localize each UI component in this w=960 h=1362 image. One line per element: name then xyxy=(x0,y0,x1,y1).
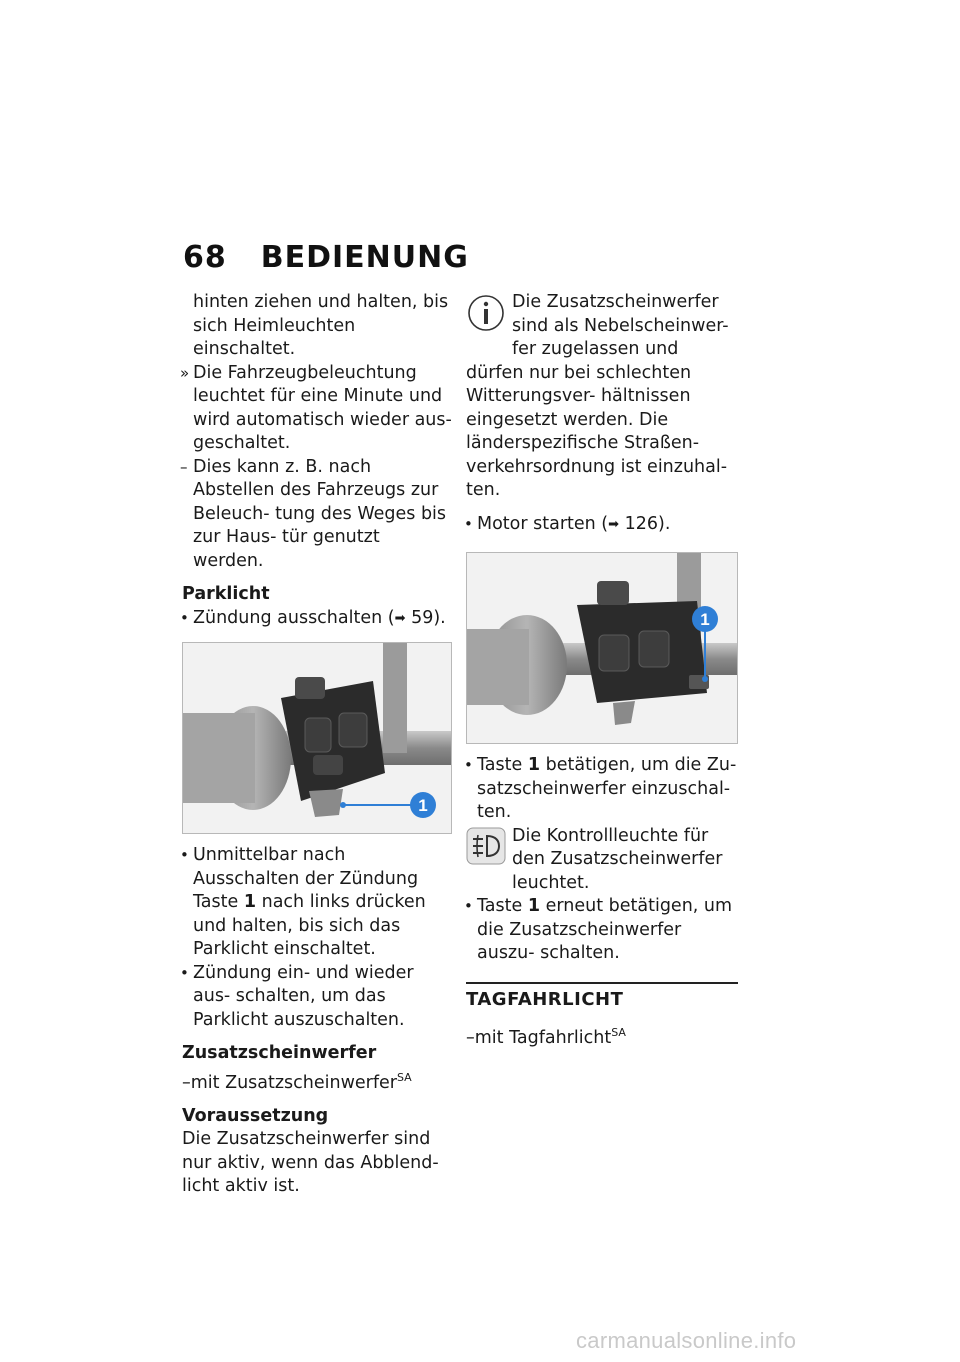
fog-light-icon xyxy=(466,827,506,873)
figure-callout-number: 1 xyxy=(418,796,428,815)
list-item xyxy=(182,962,452,1033)
instruction-text: nach links drücken und halten, bis sich das Parklicht einschaltet. xyxy=(193,892,426,959)
indicator-note xyxy=(466,825,738,896)
bullet: • xyxy=(464,756,473,774)
page-header xyxy=(183,240,469,275)
indicator-text: Die Kontrollleuchte für den Zusatzscheinwerfer leuchtet. xyxy=(512,825,723,893)
figure-callout-number: 1 xyxy=(700,610,710,629)
key-number: 1 xyxy=(527,896,541,916)
left-column xyxy=(182,291,452,1199)
zuendung-text: Zündung ausschalten ( xyxy=(193,607,395,628)
motor-text: Motor starten ( xyxy=(477,513,609,534)
paren-close: ). xyxy=(658,513,671,534)
page-number: 68 xyxy=(183,240,227,275)
instruction-text: Zündung ein- und wieder aus- schalten, um das Parklicht auszuschalten. xyxy=(193,962,414,1030)
page-reference-link[interactable]: 126 xyxy=(624,513,659,534)
list-item xyxy=(182,607,452,631)
key-number: 1 xyxy=(243,892,257,912)
bullet: • xyxy=(464,514,473,533)
right-column xyxy=(466,291,738,1050)
list-item xyxy=(466,513,738,537)
instruction-text: betätigen, um die Zu- satzscheinwerfer einzuschal- ten. xyxy=(477,755,737,822)
option-superscript: SA xyxy=(397,1070,412,1084)
list-item xyxy=(466,895,738,966)
bullet: • xyxy=(180,846,189,864)
section-divider xyxy=(466,982,738,984)
handlebar-switch-figure-right xyxy=(466,552,738,744)
note-text: Dies kann z. B. nach Abstellen des Fahrzeugs zur Beleuch- tung des Weges bis zur Haus- tür genutzt werden. xyxy=(193,456,447,571)
instruction-text: erneut betätigen, um die Zusatzscheinwerfer auszu- schalten. xyxy=(477,896,733,963)
voraussetzung-text: Die Zusatzscheinwerfer sind nur aktiv, wenn das Abblend- licht aktiv ist. xyxy=(182,1129,439,1197)
zusatz-heading: Zusatzscheinwerfer xyxy=(182,1043,377,1063)
info-note xyxy=(466,291,738,503)
note-item xyxy=(182,456,452,574)
handlebar-switch-illustration xyxy=(467,553,737,743)
handlebar-switch-figure-left xyxy=(182,642,452,834)
voraussetzung-heading: Voraussetzung xyxy=(182,1105,329,1126)
arrow-right-icon: ➡ xyxy=(608,516,620,532)
instruction-text: Unmittelbar nach Ausschalten der Zündung Taste xyxy=(193,845,419,912)
result-text: Die Fahrzeugbeleuchtung leuchtet für eine Minute und wird automatisch wieder aus- geschaltet. xyxy=(193,362,452,453)
option-text: –mit Tagfahrlicht xyxy=(466,1027,612,1048)
instruction-text: Taste xyxy=(477,896,523,916)
tagfahrlicht-heading: TAGFAHRLICHT xyxy=(466,988,624,1010)
info-text: Die Zusatzscheinwerfer sind als Nebelscheinwer- fer zugelassen und dürfen nur bei schlechten Witterungsver- hältnissen eingesetzt werden. Die länderspezifische Straßen- verkehrsordnung ist einzuhal- ten. xyxy=(466,292,729,500)
key-number: 1 xyxy=(527,755,541,775)
info-icon xyxy=(466,293,506,341)
option-line xyxy=(182,1066,452,1095)
result-item xyxy=(182,362,452,456)
page-reference-link[interactable]: 59 xyxy=(411,607,434,628)
page-title: BEDIENUNG xyxy=(260,240,469,275)
watermark: carmanualsonline.info xyxy=(576,1328,797,1353)
paragraph: hinten ziehen und halten, bis sich Heimleuchten einschaltet. xyxy=(193,292,449,359)
option-superscript: SA xyxy=(611,1026,626,1039)
handlebar-switch-illustration xyxy=(183,643,451,833)
option-text: –mit Zusatzscheinwerfer xyxy=(182,1072,397,1093)
bullet: • xyxy=(464,897,473,915)
result-marker: » xyxy=(180,363,190,382)
list-item xyxy=(466,754,738,825)
instruction-text: Taste xyxy=(477,755,523,775)
bullet: • xyxy=(180,608,189,627)
parklicht-heading: Parklicht xyxy=(182,584,270,604)
option-line xyxy=(466,1021,738,1050)
list-item xyxy=(182,844,452,962)
bullet: • xyxy=(180,963,189,982)
arrow-right-icon: ➡ xyxy=(394,610,406,626)
paren-close: ). xyxy=(433,607,446,628)
dash-marker: – xyxy=(180,457,188,476)
